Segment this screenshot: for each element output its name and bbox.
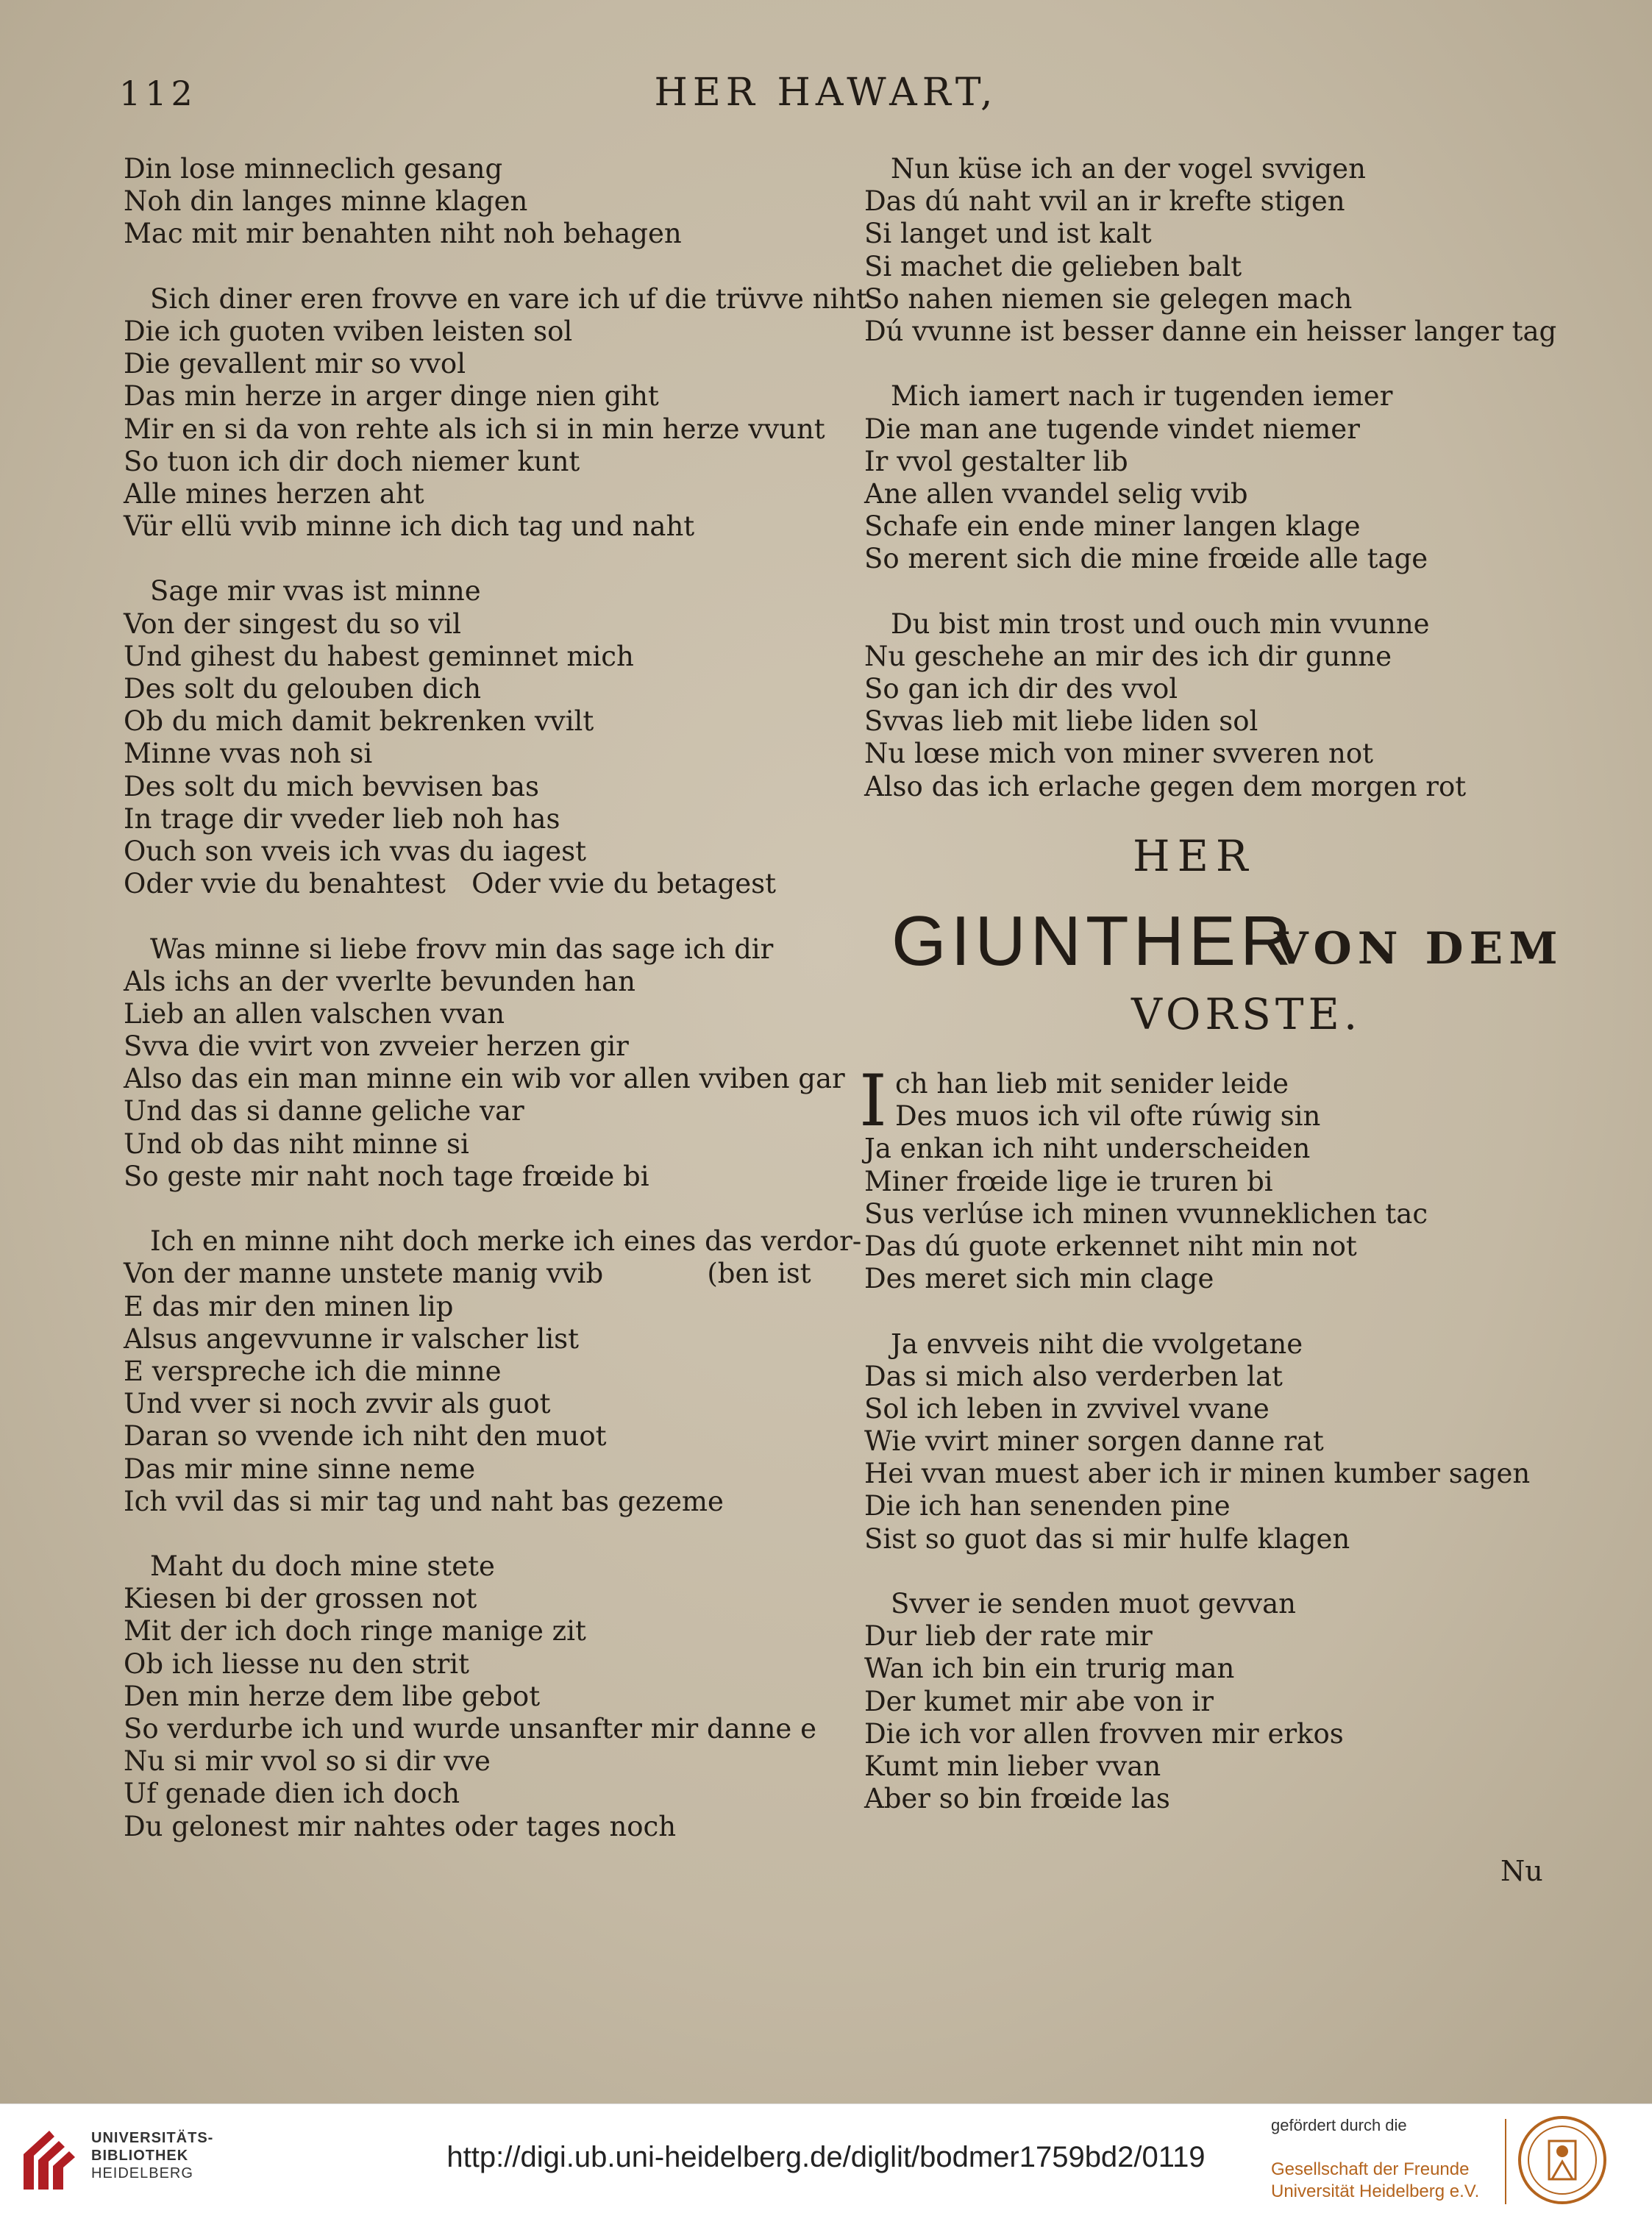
verse-line: Dur lieb der rate mir — [864, 1620, 1153, 1653]
verse-line: Nun küse ich an der vogel svvigen — [891, 153, 1366, 185]
verse-line: So gan ich dir des vvol — [864, 673, 1178, 705]
verse-line: Ich en minne niht doch merke ich eines das verdor- — [150, 1225, 862, 1258]
running-title: HER HAWART, — [654, 71, 998, 115]
stanza-gap — [124, 1193, 867, 1225]
verse-line: Mich iamert nach ir tugenden iemer — [891, 380, 1393, 413]
verse-line: Und das si danne geliche var — [124, 1095, 524, 1127]
poem2-column — [864, 1068, 1530, 1815]
verse-line: Noh din langes minne klagen — [124, 185, 528, 218]
verse-line: Nu lœse mich von miner svveren not — [864, 738, 1373, 770]
society-name-line: Universität Heidelberg e.V. — [1271, 2181, 1480, 2201]
verse-line: Die ich guoten vviben leisten sol — [124, 315, 573, 347]
library-name-line: BIBLIOTHEK — [91, 2148, 189, 2164]
verse-line: In trage dir vveder lieb noh has — [124, 802, 560, 835]
verse-line: Kumt min lieber vvan — [864, 1750, 1161, 1782]
right-column — [864, 153, 1556, 803]
verse-line: Ob du mich damit bekrenken vvilt — [124, 705, 594, 738]
verse-line: Ob ich liesse nu den strit — [124, 1647, 469, 1680]
verse-line: Ja envveis niht die vvolgetane — [891, 1328, 1303, 1360]
verse-line: Die ich han senenden pine — [864, 1490, 1231, 1522]
stanza-gap — [864, 1295, 1530, 1328]
university-seal-icon — [1517, 2115, 1608, 2206]
page-number: 112 — [119, 74, 197, 113]
verse-line: Svver ie senden muot gevvan — [891, 1588, 1296, 1620]
verse-line: Si langet und ist kalt — [864, 218, 1152, 250]
verse-line: Sage mir vvas ist minne — [150, 575, 481, 608]
verse-line: E das mir den minen lip — [124, 1290, 454, 1322]
verse-line: Svvas lieb mit liebe liden sol — [864, 705, 1258, 738]
verse-line: Du bist min trost und ouch min vvunne — [891, 608, 1430, 640]
verse-line: Schafe ein ende miner langen klage — [864, 510, 1361, 543]
verse-line: Oder vvie du benahtest Oder vvie du betagest — [124, 868, 777, 900]
verse-line: Ja enkan ich niht underscheiden — [864, 1133, 1311, 1165]
heading-von-dem: VON DEM — [1274, 923, 1564, 975]
verse-line: Wie vvirt miner sorgen danne rat — [864, 1425, 1324, 1458]
verse-line: Lieb an allen valschen vvan — [124, 997, 505, 1030]
verse-line: E verspreche ich die minne — [124, 1355, 502, 1387]
verse-line: Ane allen vvandel selig vvib — [864, 477, 1248, 510]
verse-line: Svva die vvirt von zvveier herzen gir — [124, 1030, 629, 1063]
left-column — [124, 153, 867, 1843]
verse-line: Ouch son vveis ich vvas du iagest — [124, 835, 586, 867]
verse-line: Maht du doch mine stete — [150, 1550, 495, 1583]
heading-place: VORSTE. — [1131, 989, 1362, 1039]
verse-line: Uf genade dien ich doch — [124, 1778, 460, 1810]
verse-line: Vür ellü vvib minne ich dich tag und naht — [124, 510, 695, 543]
verse-line: Du gelonest mir nahtes oder tages noch — [124, 1810, 677, 1842]
verse-line: So geste mir naht noch tage frœide bi — [124, 1160, 649, 1192]
verse-line: Alsus angevvunne ir valscher list — [124, 1322, 580, 1355]
funded-by-label: gefördert durch die — [1271, 2116, 1407, 2134]
verse-line: Din lose minneclich gesang — [124, 153, 503, 185]
verse-line: Daran so vvende ich niht den muot — [124, 1420, 607, 1453]
verse-line: Von der manne unstete manig vvib (ben ist — [124, 1258, 811, 1290]
stanza-gap — [864, 348, 1556, 380]
verse-line: Si machet die gelieben balt — [864, 250, 1242, 282]
verse-line: Dú vvunne ist besser danne ein heisser langer tag — [864, 315, 1557, 347]
heading-her: HER — [1133, 831, 1256, 881]
verse-line: Als ichs an der vverlte bevunden han — [124, 965, 635, 997]
verse-line: Sist so guot das si mir hulfe klagen — [864, 1522, 1350, 1555]
verse-line: Nu si mir vvol so si dir vve — [124, 1745, 491, 1778]
verse-line: Ich vvil das si mir tag und naht bas gezeme — [124, 1485, 724, 1517]
society-name-line: Gesellschaft der Freunde — [1271, 2159, 1470, 2179]
society-name — [1271, 2159, 1479, 2203]
verse-line: Das si mich also verderben lat — [864, 1360, 1283, 1392]
verse-line: Des solt du mich bevvisen bas — [124, 770, 539, 802]
permalink-url[interactable]: http://digi.ub.uni-heidelberg.de/diglit/bodmer1759bd2/0119 — [446, 2141, 1206, 2173]
footer-bar — [0, 2103, 1652, 2216]
verse-line: Kiesen bi der grossen not — [124, 1583, 477, 1615]
verse-line: Was minne si liebe frovv min das sage ich dir — [150, 933, 774, 965]
verse-line: Sich diner eren frovve en vare ich uf die trüvve niht — [150, 282, 867, 315]
verse-line: Und vver si noch zvvir als guot — [124, 1388, 551, 1420]
verse-line: Hei vvan muest aber ich ir minen kumber sagen — [864, 1458, 1531, 1490]
verse-line: Also das ein man minne ein wib vor allen vviben gar — [124, 1063, 845, 1095]
verse-line: Sol ich leben in zvvivel vvane — [864, 1392, 1270, 1425]
verse-line: Nu geschehe an mir des ich dir gunne — [864, 640, 1392, 672]
library-name-line: UNIVERSITÄTS- — [91, 2130, 214, 2146]
verse-line: Des solt du gelouben dich — [124, 673, 482, 705]
library-name-line: HEIDELBERG — [91, 2165, 193, 2181]
verse-line: Aber so bin frœide las — [864, 1783, 1170, 1815]
verse-line: Das mir mine sinne neme — [124, 1453, 476, 1485]
verse-line: Des meret sich min clage — [864, 1263, 1214, 1295]
verse-line: Die ich vor allen frovven mir erkos — [864, 1717, 1344, 1750]
drop-cap: I — [859, 1060, 887, 1142]
verse-line: Des muos ich vil ofte rúwig sin — [895, 1100, 1321, 1133]
verse-line: Wan ich bin ein trurig man — [864, 1653, 1235, 1685]
verse-line: Die man ane tugende vindet niemer — [864, 413, 1360, 445]
stanza-gap — [864, 575, 1556, 608]
verse-line: So merent sich die mine frœide alle tage — [864, 543, 1428, 575]
verse-line: Ir vvol gestalter lib — [864, 445, 1128, 477]
verse-line: Also das ich erlache gegen dem morgen rot — [864, 770, 1467, 802]
verse-line: Das dú guote erkennet niht min not — [864, 1230, 1357, 1262]
verse-line: Das min herze in arger dinge nien giht — [124, 380, 659, 413]
verse-line: Sus verlúse ich minen vvunneklichen tac — [864, 1197, 1428, 1230]
verse-line: So tuon ich dir doch niemer kunt — [124, 445, 580, 477]
verse-line: Miner frœide lige ie truren bi — [864, 1165, 1273, 1197]
stanza-gap — [124, 900, 867, 933]
verse-line: So verdurbe ich und wurde unsanfter mir danne e — [124, 1713, 816, 1745]
heading-name: GIUNTHER — [891, 902, 1296, 980]
verse-line: So nahen niemen sie gelegen mach — [864, 282, 1353, 315]
verse-line: Von der singest du so vil — [124, 608, 461, 640]
verse-line: Den min herze dem libe gebot — [124, 1680, 541, 1712]
verse-line: Mit der ich doch ringe manige zit — [124, 1615, 586, 1647]
verse-line: Und ob das niht minne si — [124, 1127, 469, 1160]
stanza-gap — [864, 1556, 1530, 1588]
verse-line: Minne vvas noh si — [124, 738, 373, 770]
verse-line: Die gevallent mir so vvol — [124, 348, 466, 380]
verse-line: ch han lieb mit senider leide — [895, 1068, 1289, 1100]
stanza-gap — [124, 251, 867, 283]
verse-line: Und gihest du habest geminnet mich — [124, 640, 634, 672]
stanza-gap — [124, 543, 867, 575]
verse-line: Alle mines herzen aht — [124, 477, 424, 510]
verse-line: Mir en si da von rehte als ich si in min herze vvunt — [124, 413, 825, 445]
verse-line: Das dú naht vvil an ir krefte stigen — [864, 185, 1345, 218]
footer-divider — [1505, 2119, 1506, 2204]
catchword: Nu — [1500, 1855, 1543, 1887]
verse-line: Der kumet mir abe von ir — [864, 1685, 1214, 1717]
stanza-gap — [124, 1518, 867, 1550]
verse-line: Mac mit mir benahten niht noh behagen — [124, 218, 682, 250]
